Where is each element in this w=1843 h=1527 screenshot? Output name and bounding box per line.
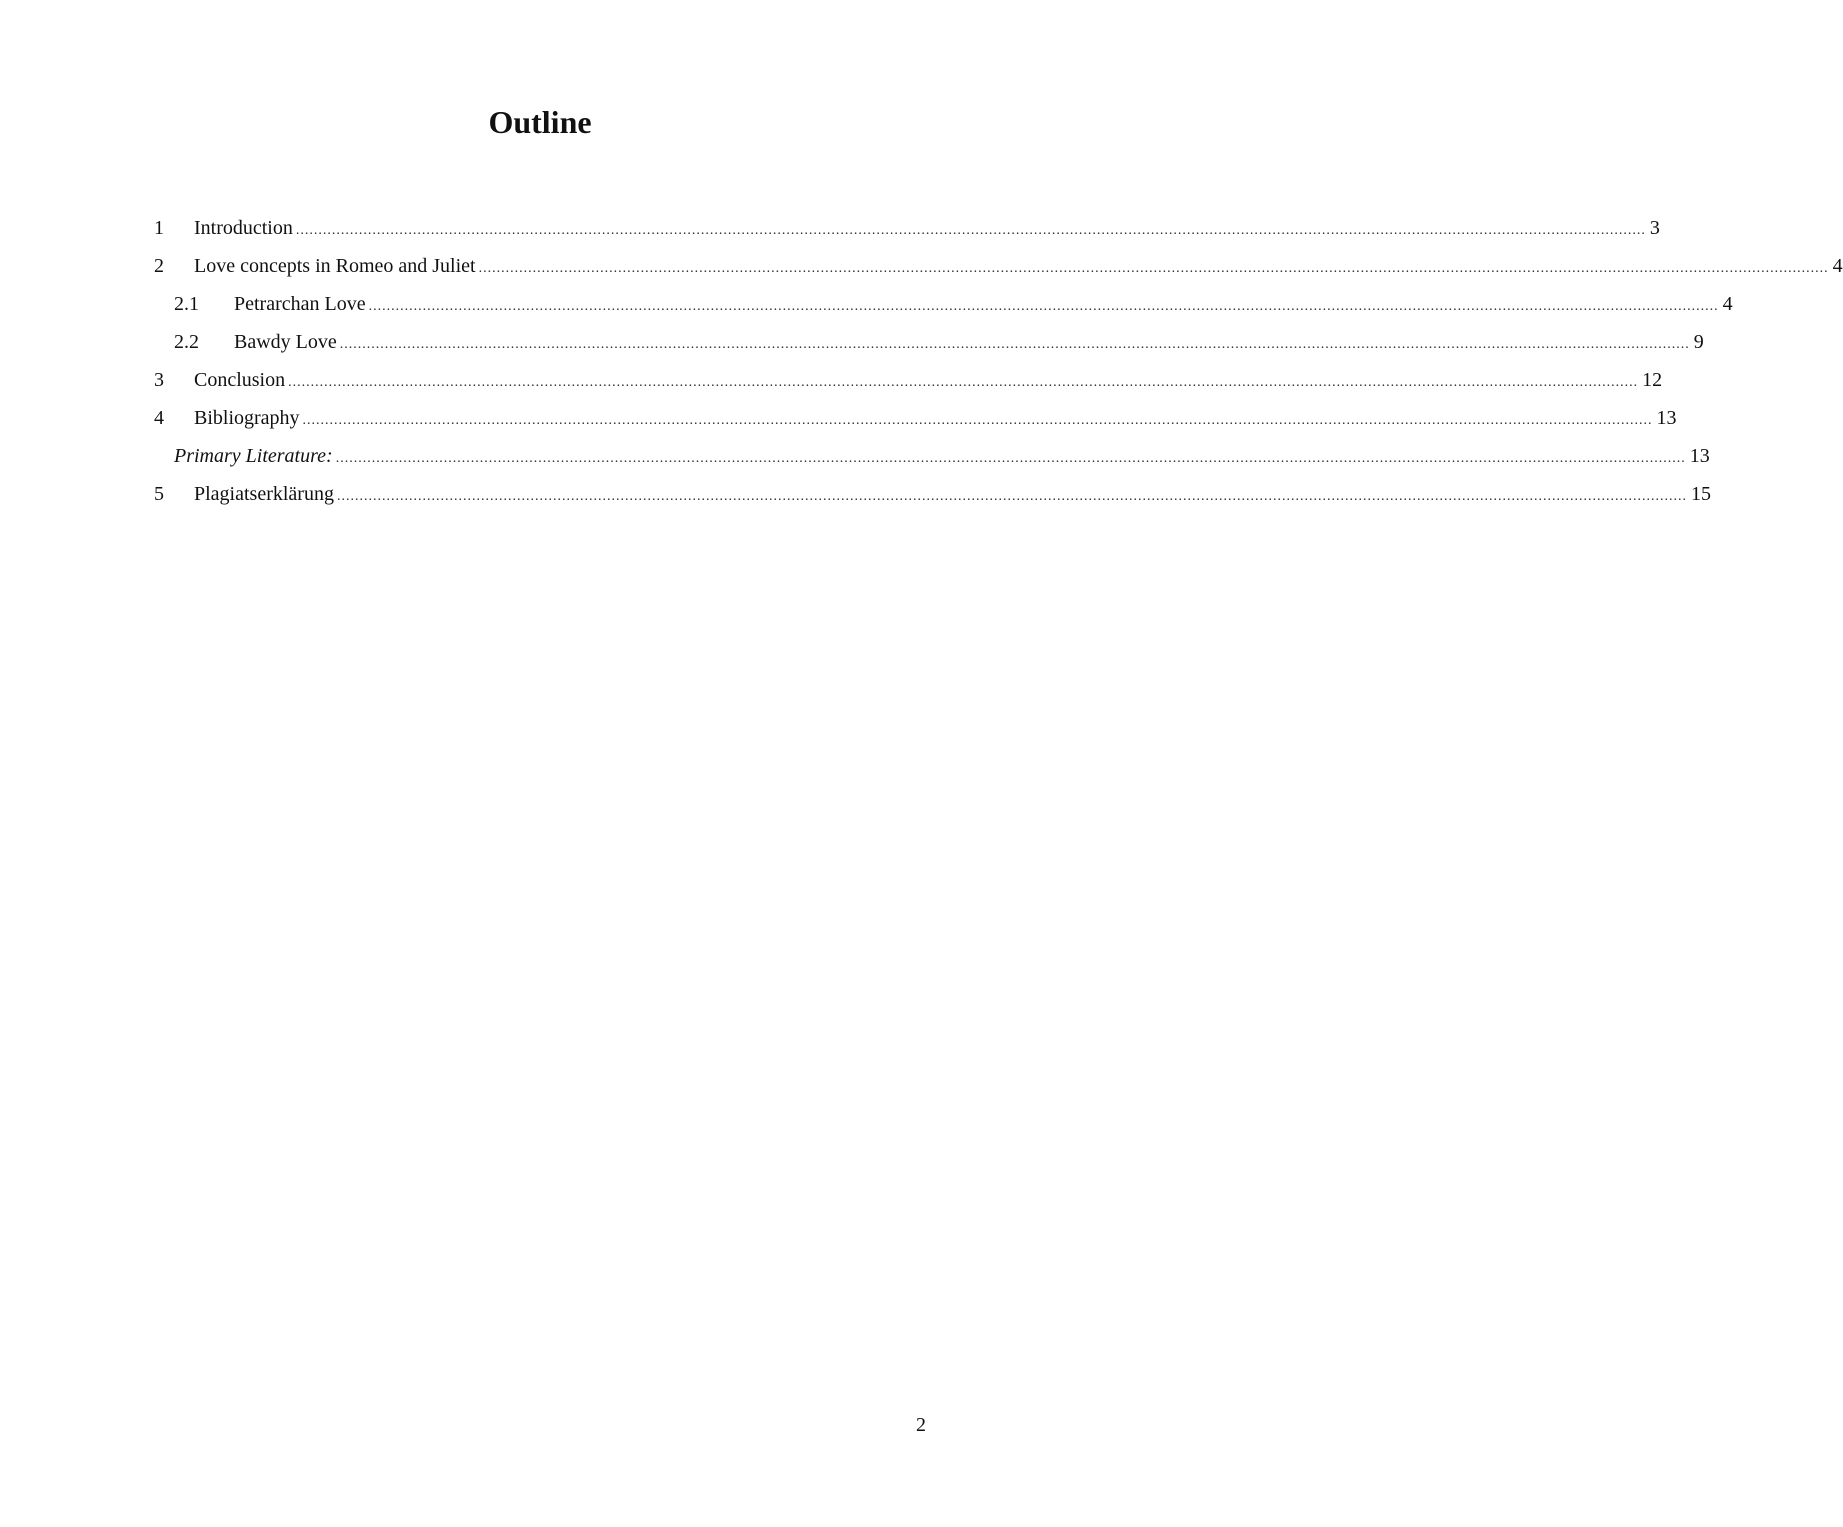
toc-entry[interactable] — [0, 323, 1704, 361]
toc-entry-label: Bibliography — [194, 407, 300, 429]
toc-entry-label: Primary Literature: — [174, 445, 333, 467]
toc-entry-page: 13 — [1656, 407, 1677, 429]
toc-entry-page: 13 — [1689, 445, 1710, 467]
toc-entry[interactable] — [0, 247, 1843, 285]
toc-entry[interactable] — [0, 475, 1711, 513]
toc-entry[interactable] — [0, 209, 1660, 247]
toc-dot-leader: ............................................................................................................................................................................................................................................................................................................ — [339, 337, 1690, 352]
toc-entry-number: 3 — [154, 369, 164, 391]
toc-entry-number: 2.2 — [174, 331, 199, 353]
toc-entry-number: 2 — [154, 255, 164, 277]
toc-entry-label: Petrarchan Love — [234, 293, 366, 315]
toc-entry-label: Introduction — [194, 217, 293, 239]
toc-entry-label: Bawdy Love — [234, 331, 337, 353]
toc-dot-leader: ............................................................................................................................................................................................................................................................................................................ — [295, 223, 1646, 238]
toc-entry-page: 4 — [1722, 293, 1733, 315]
toc-entry-number: 1 — [154, 217, 164, 239]
toc-entry-label: Plagiatserklärung — [194, 483, 334, 505]
toc-entry-page: 3 — [1649, 217, 1660, 239]
toc-dot-leader: ............................................................................................................................................................................................................................................................................................................ — [368, 299, 1719, 314]
toc-entry-page: 12 — [1642, 369, 1663, 391]
toc-dot-leader: ............................................................................................................................................................................................................................................................................................................ — [302, 413, 1653, 428]
toc-entry-label: Conclusion — [194, 369, 286, 391]
page-title: Outline — [488, 104, 592, 140]
toc-dot-leader: ............................................................................................................................................................................................................................................................................................................ — [478, 261, 1829, 276]
toc-entry-page: 4 — [1832, 255, 1843, 277]
toc-entry-number: 5 — [154, 483, 164, 505]
toc-entry-page: 15 — [1690, 483, 1711, 505]
toc-entry-label: Love concepts in Romeo and Juliet — [194, 255, 476, 277]
toc-entry[interactable] — [0, 285, 1733, 323]
toc-entry[interactable] — [0, 361, 1663, 399]
toc-entry-number: 2.1 — [174, 293, 199, 315]
toc-dot-leader: ............................................................................................................................................................................................................................................................................................................ — [336, 489, 1687, 504]
toc-entry-number: 4 — [154, 407, 164, 429]
toc-dot-leader: ............................................................................................................................................................................................................................................................................................................ — [288, 375, 1639, 390]
toc-dot-leader: ............................................................................................................................................................................................................................................................................................................ — [335, 451, 1686, 466]
toc-entry-page: 9 — [1693, 331, 1704, 353]
page-number: 2 — [916, 1414, 926, 1436]
toc-entry[interactable] — [0, 437, 1710, 475]
toc-entry[interactable] — [0, 399, 1677, 437]
